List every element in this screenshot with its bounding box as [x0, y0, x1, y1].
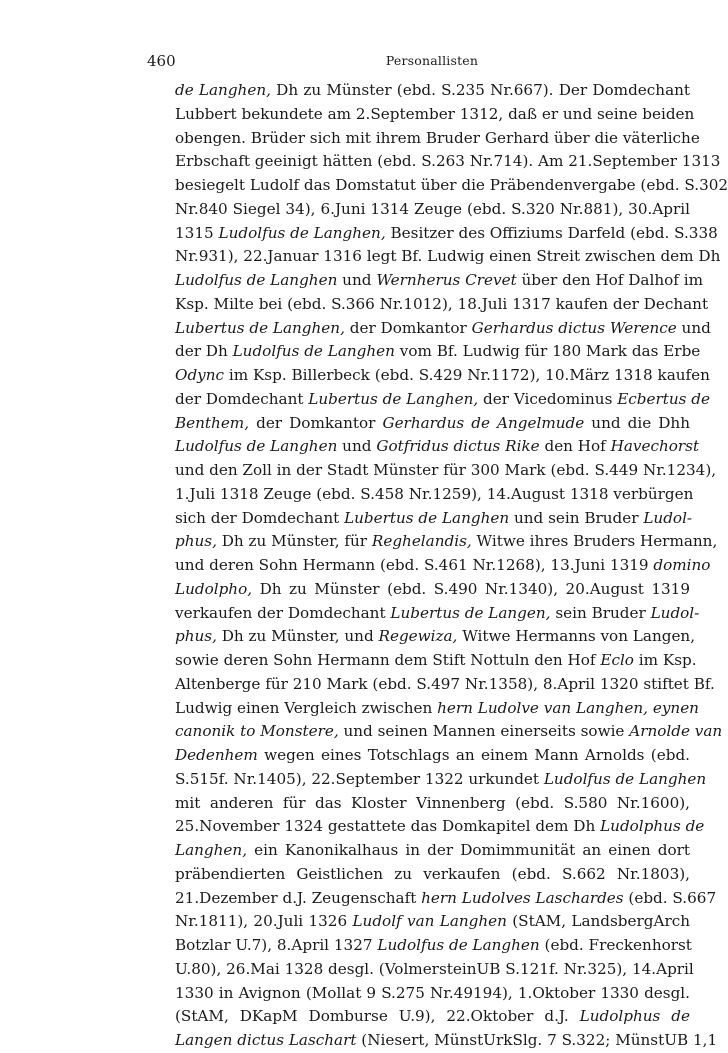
text-line [175, 340, 701, 364]
text-line [175, 1005, 690, 1029]
text-run: Erbschaft geeinigt hätten (ebd. S.263 Nr.714). Am 21.September 1313 [175, 152, 721, 171]
text-line [175, 815, 705, 839]
italic-name: Gerhardus dictus Werence [471, 318, 677, 337]
text-line [175, 934, 690, 958]
text-run: mit anderen für das Kloster Vinnenberg (ebd. S.580 Nr.1600), [175, 793, 690, 812]
text-line [175, 293, 709, 317]
text-run: U.80), 26.Mai 1328 desgl. (VolmersteinUB S.121f. Nr.325), 14.April [175, 959, 694, 978]
text-run: 1315 [175, 223, 219, 242]
italic-name: Lubertus de Langhen, [308, 389, 479, 408]
italic-name: Lubertus de Langhen, [175, 318, 345, 337]
text-run: besiegelt Ludolf das Domstatut über die Präbendenvergabe (ebd. S.302 [175, 176, 728, 194]
italic-name: Havechorst [610, 437, 700, 456]
text-run: der Dh [175, 342, 233, 361]
text-run: vom Bf. Ludwig für 180 Mark das Erbe [394, 342, 701, 361]
text-run: 1330 in Avignon (Mollat 9 S.275 Nr.49194), 1.Oktober 1330 desgl. [175, 983, 690, 1002]
text-run: wegen eines Totschlags an einem Mann Arnolds (ebd. [257, 746, 690, 764]
text-line [175, 364, 710, 388]
text-line [175, 317, 711, 341]
text-run: im Ksp. Billerbeck (ebd. S.429 Nr.1172), 10.März 1318 kaufen [224, 366, 710, 384]
text-line [175, 198, 690, 222]
italic-name: hern Ludolve van Langhen, eynen [437, 698, 699, 717]
text-run: Nr.1811), 20.Juli 1326 [175, 912, 353, 931]
text-run: Dh zu Münster, für [216, 532, 372, 551]
italic-name: Ludolphus de [579, 1007, 690, 1026]
italic-name: canonik to Monstere, [175, 722, 339, 741]
italic-name: Langhen, [175, 841, 248, 859]
italic-name: Ludolf van Langhen [352, 912, 507, 931]
text-run: und seinen Mannen einerseits sowie [338, 722, 630, 741]
text-run: Ksp. Milte bei (ebd. S.366 Nr.1012), 18.Juli 1317 kaufen der Dechant [175, 294, 709, 313]
text-line [175, 792, 690, 816]
italic-name: Odync [175, 366, 225, 384]
text-line [175, 269, 703, 293]
italic-name: Reghelandis, [371, 532, 472, 551]
text-run: (Niesert, MünstUrkSlg. 7 S.322; MünstUB 1,1 [356, 1031, 718, 1049]
text-line [175, 435, 700, 459]
text-line [175, 127, 700, 151]
italic-name: Benthem, [175, 413, 250, 432]
italic-name: Ludol- [643, 508, 693, 527]
text-run: Lubbert bekundete am 2.September 1312, daß er und seine beiden [175, 104, 695, 123]
text-run: 21.Dezember d.J. Zeugenschaft [175, 888, 422, 907]
italic-name: phus, [175, 627, 217, 646]
text-line [175, 79, 690, 103]
text-run: den Hof [539, 437, 611, 456]
text-run: (ebd. S.667 [623, 888, 717, 907]
text-line [175, 602, 700, 626]
italic-name: Ludolfus de Langhen [175, 437, 338, 456]
italic-name: Gerhardus de Angelmude [382, 413, 585, 432]
text-run: Witwe Hermanns von Langen, [457, 627, 696, 646]
text-line [175, 507, 693, 531]
text-run: Dh zu Münster (ebd. S.235 Nr.667). Der Domdechant [270, 81, 691, 99]
text-run: Dh zu Münster, und [216, 627, 379, 646]
text-line [175, 245, 721, 269]
italic-name: Ludolphus de [600, 817, 705, 836]
text-run: (StAM, LandsbergArch [506, 912, 690, 931]
text-line [175, 530, 718, 554]
text-line [175, 459, 717, 483]
text-line [175, 910, 690, 934]
text-line [175, 412, 690, 436]
text-line [175, 103, 695, 127]
text-run: Witwe ihres Bruders Hermann, [471, 532, 718, 551]
text-line [175, 483, 694, 507]
text-run: und [337, 271, 377, 289]
italic-name: Ludolfus de Langhen [232, 342, 395, 361]
text-line [175, 150, 721, 174]
text-line [175, 839, 690, 863]
text-line [175, 649, 697, 673]
italic-name: hern Ludolves Laschardes [421, 888, 624, 907]
text-run: der Vicedominus [478, 389, 618, 408]
text-run: präbendierten Geistlichen zu verkaufen (ebd. S.662 Nr.1803), [175, 864, 690, 883]
text-run: der Domkantor [249, 413, 383, 432]
italic-name: Ludolfus de Langhen [377, 936, 540, 954]
italic-name: Ludol- [650, 603, 700, 622]
italic-name: de Langhen, [175, 81, 271, 99]
text-line [175, 673, 715, 697]
text-run: Nr.840 Siegel 34), 6.Juni 1314 Zeuge (ebd. S.320 Nr.881), 30.April [175, 199, 690, 218]
text-run: Dh zu Münster (ebd. S.490 Nr.1340), 20.August 1319 [252, 579, 690, 598]
italic-name: domino [653, 556, 711, 574]
text-line [175, 578, 690, 602]
text-line [175, 174, 728, 198]
text-run: Nr.931), 22.Januar 1316 legt Bf. Ludwig einen Streit zwischen dem Dh [175, 247, 721, 266]
text-run: im Ksp. [633, 651, 697, 669]
text-run: der Domkantor [344, 318, 472, 337]
text-line [175, 720, 723, 744]
text-run: der Domdechant [175, 389, 309, 408]
text-run: und [337, 437, 377, 456]
text-run: S.515f. Nr.1405), 22.September 1322 urkundet [175, 769, 544, 788]
text-line [175, 863, 690, 887]
text-run: sowie deren Sohn Hermann dem Stift Nottuln den Hof [175, 651, 601, 669]
text-run: (StAM, DKapM Domburse U.9), 22.Oktober d.J. [175, 1007, 580, 1026]
text-run: (ebd. Freckenhorst [539, 936, 692, 954]
italic-name: Regewiza, [378, 627, 458, 646]
body-text [175, 79, 728, 1053]
italic-name: Ecbertus de [617, 389, 710, 408]
text-run: und deren Sohn Hermann (ebd. S.461 Nr.1268), 13.Juni 1319 [175, 556, 654, 574]
text-run: Botzlar U.7), 8.April 1327 [175, 936, 378, 954]
text-line [175, 958, 694, 982]
text-run: und sein Bruder [509, 508, 644, 527]
text-run: und die Dhh [584, 413, 690, 432]
text-line [175, 697, 699, 721]
text-line [175, 222, 718, 246]
italic-name: Gotfridus dictus Rike [376, 437, 540, 456]
italic-name: Langen dictus Laschart [175, 1031, 357, 1049]
text-run: und den Zoll in der Stadt Münster für 300 Mark (ebd. S.449 Nr.1234), [175, 461, 717, 479]
running-head: Personallisten [385, 53, 479, 68]
italic-name: Dedenhem [175, 746, 258, 764]
italic-name: Lubertus de Langen, [390, 603, 551, 622]
page-number: 460 [147, 52, 176, 70]
italic-name: Ludolfus de Langhen [543, 769, 707, 788]
italic-name: Wernherus Crevet [376, 271, 517, 289]
text-run: über den Hof Dalhof im [516, 271, 703, 289]
italic-name: Ludolfus de Langhen [175, 271, 338, 289]
italic-name: Ludolpho, [175, 579, 253, 598]
italic-name: Ludolfus de Langhen, [218, 223, 386, 242]
text-run: verkaufen der Domdechant [175, 603, 391, 622]
text-run: 1.Juli 1318 Zeuge (ebd. S.458 Nr.1259), 14.August 1318 verbürgen [175, 484, 694, 503]
text-run: obengen. Brüder sich mit ihrem Bruder Gerhard über die väterliche [175, 128, 700, 147]
text-line [175, 388, 710, 412]
text-line [175, 744, 690, 768]
text-run: Altenberge für 210 Mark (ebd. S.497 Nr.1358), 8.April 1320 stiftet Bf. [175, 674, 715, 693]
text-line [175, 1029, 718, 1053]
text-run: Ludwig einen Vergleich zwischen [175, 698, 438, 717]
italic-name: phus, [175, 532, 217, 551]
text-line [175, 887, 717, 911]
text-run: 25.November 1324 gestattete das Domkapitel dem Dh [175, 817, 601, 836]
text-run: und [676, 318, 711, 337]
text-run: Besitzer des Offiziums Darfeld (ebd. S.338 [385, 223, 718, 242]
text-line [175, 768, 707, 792]
text-line [175, 982, 690, 1006]
text-line [175, 554, 711, 578]
italic-name: Arnolde van [629, 722, 723, 741]
text-run: ein Kanonikalhaus in der Domimmunität an einen dort [247, 841, 690, 859]
text-line [175, 625, 696, 649]
text-run: sein Bruder [550, 603, 651, 622]
text-run: sich der Domdechant [175, 508, 345, 527]
italic-name: Eclo [600, 651, 634, 669]
italic-name: Lubertus de Langhen [344, 508, 510, 527]
